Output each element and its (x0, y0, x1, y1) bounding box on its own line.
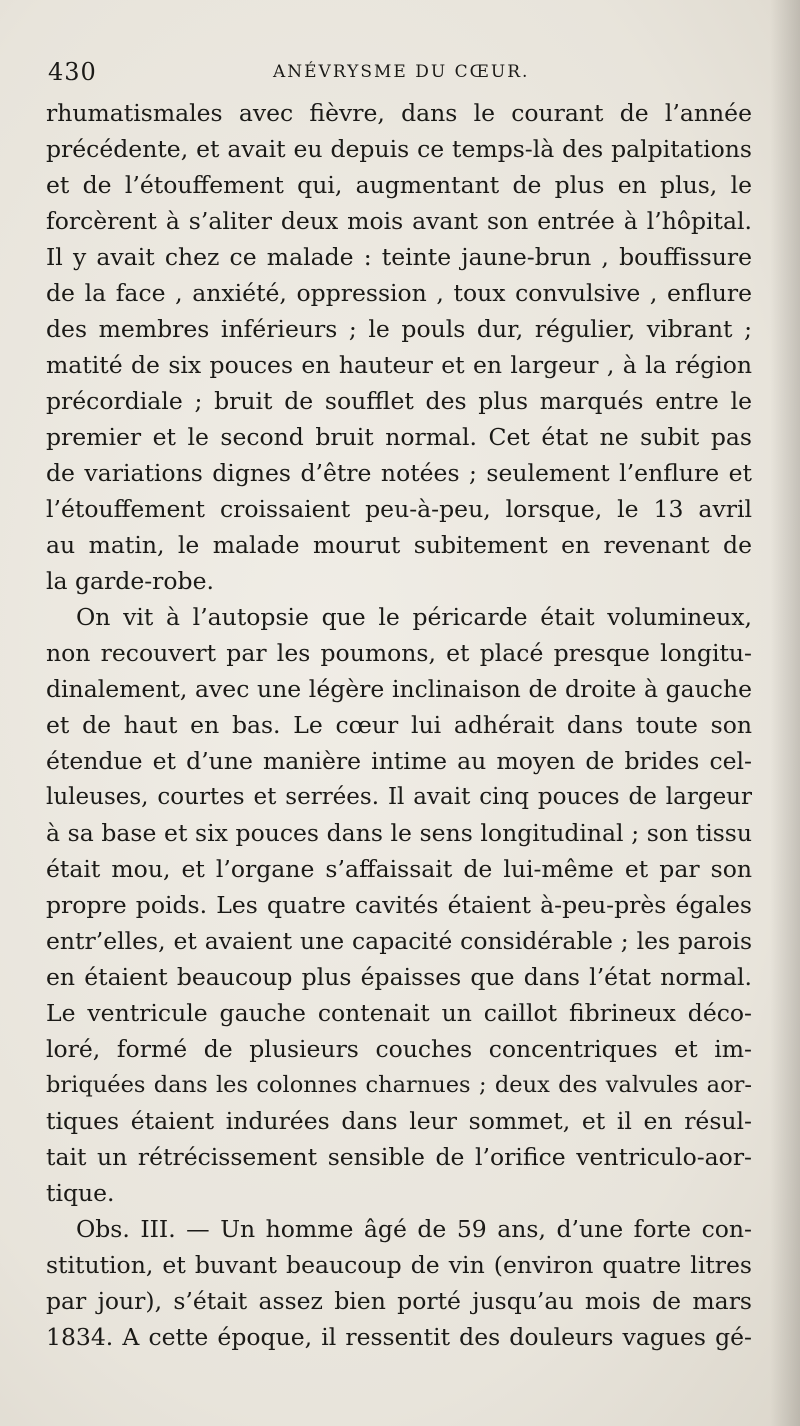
text-line: rhumatismales avec fièvre, dans le courant de l’année (46, 99, 752, 127)
text-line: non recouvert par les poumons, et placé presque longitu- (46, 639, 752, 667)
page-number: 430 (48, 58, 97, 86)
text-line: stitution, et buvant beaucoup de vin (environ quatre litres (46, 1251, 752, 1279)
text-line: à sa base et six pouces dans le sens longitudinal ; son tissu (46, 819, 752, 847)
text-line: premier et le second bruit normal. Cet état ne subit pas (46, 423, 752, 451)
text-line: et de haut en bas. Le cœur lui adhérait dans toute son (46, 711, 752, 739)
page-header (48, 58, 748, 88)
text-line: luleuses, courtes et serrées. Il avait cinq pouces de largeur (46, 784, 752, 810)
text-line: dinalement, avec une légère inclinaison de droite à gauche (46, 675, 752, 703)
text-line: matité de six pouces en hauteur et en largeur , à la région (46, 351, 752, 379)
text-line: de la face , anxiété, oppression , toux convulsive , enflure (46, 279, 752, 307)
text-line: précédente, et avait eu depuis ce temps-là des palpitations (46, 135, 752, 163)
text-line: précordiale ; bruit de soufflet des plus marqués entre le (46, 387, 752, 415)
text-line: loré, formé de plusieurs couches concentriques et im- (46, 1035, 752, 1063)
page-edge-shadow (770, 0, 800, 1426)
text-line: des membres inférieurs ; le pouls dur, régulier, vibrant ; (46, 315, 752, 343)
text-line: forcèrent à s’aliter deux mois avant son entrée à l’hôpital. (46, 207, 752, 235)
text-line: 1834. A cette époque, il ressentit des douleurs vagues gé- (46, 1323, 752, 1351)
text-line: la garde-robe. (46, 567, 214, 595)
text-line: entr’elles, et avaient une capacité considérable ; les parois (46, 927, 752, 955)
text-line: et de l’étouffement qui, augmentant de plus en plus, le (46, 171, 752, 199)
text-line: par jour), s’était assez bien porté jusqu’au mois de mars (46, 1287, 752, 1315)
text-line: Il y avait chez ce malade : teinte jaune-brun , bouffissure (46, 243, 752, 271)
text-line: briquées dans les colonnes charnues ; deux des valvules aor- (46, 1072, 752, 1098)
text-line: tait un rétrécissement sensible de l’orifice ventriculo-aor- (46, 1143, 752, 1171)
text-line: de variations dignes d’être notées ; seulement l’enflure et (46, 459, 752, 487)
text-line: était mou, et l’organe s’affaissait de lui-même et par son (46, 855, 752, 883)
text-line: tiques étaient indurées dans leur sommet, et il en résul- (46, 1107, 752, 1135)
text-line: On vit à l’autopsie que le péricarde était volumineux, (76, 603, 752, 631)
text-line: en étaient beaucoup plus épaisses que dans l’état normal. (46, 963, 752, 991)
text-line: tique. (46, 1179, 115, 1207)
text-line: l’étouffement croissaient peu-à-peu, lorsque, le 13 avril (46, 495, 752, 523)
text-line: propre poids. Les quatre cavités étaient à-peu-près égales (46, 891, 752, 919)
text-line: au matin, le malade mourut subitement en revenant de (46, 531, 752, 559)
running-head: ANÉVRYSME DU CŒUR. (273, 62, 530, 82)
body-text (46, 95, 752, 1355)
text-line: Obs. III. — Un homme âgé de 59 ans, d’une forte con- (76, 1215, 752, 1243)
text-line: Le ventricule gauche contenait un caillot fibrineux déco- (46, 999, 752, 1027)
text-line: étendue et d’une manière intime au moyen de brides cel- (46, 747, 752, 775)
